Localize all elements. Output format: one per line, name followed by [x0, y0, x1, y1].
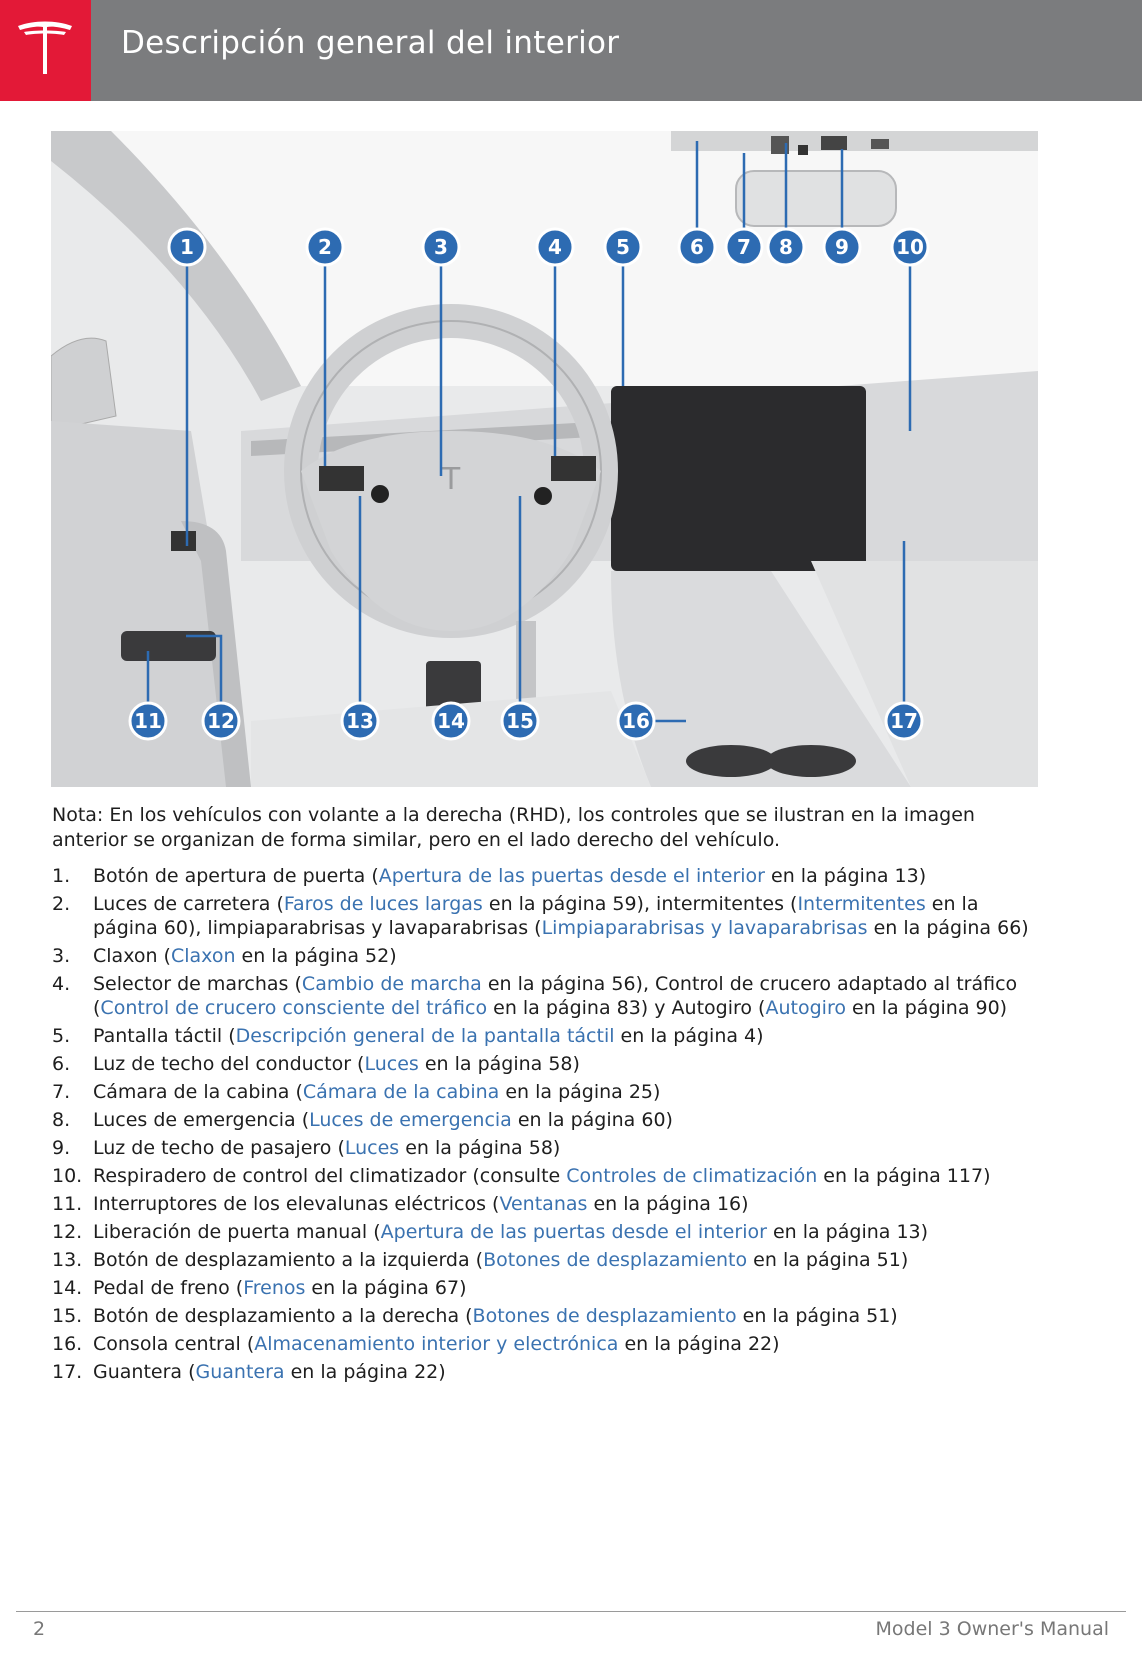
cross-reference-link[interactable]: Guantera [195, 1361, 285, 1383]
callout-marker [423, 229, 459, 265]
note [52, 803, 1042, 853]
legend-item-text: Pantalla táctil ( [93, 1025, 236, 1047]
legend-item-number: 3. [52, 945, 71, 967]
legend-item-text: en la página 51) [747, 1249, 909, 1271]
legend-item-text: Selector de marchas ( [93, 973, 302, 995]
legend-item [52, 972, 1042, 1020]
legend-item-text: en la página 13) [765, 865, 927, 887]
legend-item-text: Guantera ( [93, 1361, 196, 1383]
svg-text:T: T [441, 462, 461, 497]
callout-number: 3 [434, 235, 448, 259]
legend-item [52, 1360, 1042, 1384]
cross-reference-link[interactable]: Frenos [243, 1277, 306, 1299]
page-header [0, 0, 1142, 101]
legend-item-text: en la página 66) [867, 917, 1029, 939]
legend-item-text: en la página 22) [618, 1333, 780, 1355]
cross-reference-link[interactable]: Claxon [170, 945, 236, 967]
page-number: 2 [33, 1618, 46, 1640]
interior-illustration [51, 131, 1038, 787]
legend-item [52, 1332, 1042, 1356]
callout-number: 9 [835, 235, 849, 259]
legend-item-number: 4. [52, 973, 71, 995]
callout-number: 11 [134, 709, 162, 733]
legend-item-text: en la página 58) [399, 1137, 561, 1159]
cross-reference-link[interactable]: Autogiro [765, 997, 846, 1019]
callout-number: 5 [616, 235, 630, 259]
cross-reference-link[interactable]: Apertura de las puertas desde el interior [378, 865, 765, 887]
legend-item [52, 1220, 1042, 1244]
legend-item-text: Cámara de la cabina ( [93, 1081, 303, 1103]
legend-item [52, 864, 1042, 888]
callout-number: 14 [437, 709, 465, 733]
callout-marker [824, 229, 860, 265]
legend-item-text: Luces de carretera ( [93, 893, 284, 915]
legend-item [52, 1248, 1042, 1272]
callout-marker [892, 229, 928, 265]
callout-number: 10 [896, 235, 924, 259]
cross-reference-link[interactable]: Limpiaparabrisas y lavaparabrisas [541, 917, 868, 939]
callout-number: 17 [890, 709, 918, 733]
cross-reference-link[interactable]: Luces [364, 1053, 419, 1075]
cross-reference-link[interactable]: Apertura de las puertas desde el interior [380, 1221, 767, 1243]
cross-reference-link[interactable]: Cambio de marcha [301, 973, 482, 995]
legend-item [52, 1304, 1042, 1328]
legend-item-number: 14. [52, 1277, 83, 1299]
legend-item-text: en la página 25) [499, 1081, 661, 1103]
legend-item [52, 1192, 1042, 1216]
legend-item-text: Luces de emergencia ( [93, 1109, 310, 1131]
legend-item-number: 15. [52, 1305, 83, 1327]
legend-item-number: 13. [52, 1249, 83, 1271]
legend-item-text: Pedal de freno ( [93, 1277, 244, 1299]
cross-reference-link[interactable]: Almacenamiento interior y electrónica [254, 1333, 619, 1355]
legend-item-number: 16. [52, 1333, 83, 1355]
callout-marker [433, 703, 469, 739]
cross-reference-link[interactable]: Botones de desplazamiento [472, 1305, 737, 1327]
legend-item-text: en la página 67) [305, 1277, 467, 1299]
callout-number: 13 [346, 709, 374, 733]
legend-item-text: en la página 60), limpiaparabrisas y lavaparabrisas ( [93, 893, 979, 939]
callout-marker [768, 229, 804, 265]
cross-reference-link[interactable]: Botones de desplazamiento [483, 1249, 748, 1271]
legend-item-text: en la página 60) [511, 1109, 673, 1131]
callout-number: 1 [180, 235, 194, 259]
legend-item-number: 12. [52, 1221, 83, 1243]
callout-number: 2 [318, 235, 332, 259]
callout-number: 4 [548, 235, 562, 259]
callout-marker [605, 229, 641, 265]
callout-marker [726, 229, 762, 265]
tesla-logo-icon [0, 0, 91, 101]
legend-item-number: 2. [52, 893, 71, 915]
legend-item-text: en la página 83) y Autogiro ( [487, 997, 766, 1019]
legend-item-text: en la página 51) [736, 1305, 898, 1327]
cross-reference-link[interactable]: Luces de emergencia [309, 1109, 512, 1131]
legend-item-text: en la página 90) [845, 997, 1008, 1019]
legend-item-text: Botón de apertura de puerta ( [93, 865, 379, 887]
callout-marker [169, 229, 205, 265]
callout-number: 15 [506, 709, 534, 733]
legend-item-text: Interruptores de los elevalunas eléctricos ( [93, 1193, 500, 1215]
legend-item-number: 1. [52, 865, 71, 887]
callout-marker [203, 703, 239, 739]
cross-reference-link[interactable]: Intermitentes [797, 893, 926, 915]
legend-item-text: Botón de desplazamiento a la derecha ( [93, 1305, 473, 1327]
legend-item-text: en la página 52) [235, 945, 397, 967]
legend-item-number: 11. [52, 1193, 83, 1215]
callout-number: 6 [690, 235, 704, 259]
legend-item-text: en la página 22) [284, 1361, 446, 1383]
legend-item [52, 1108, 1042, 1132]
callout-number: 7 [737, 235, 751, 259]
legend-item-number: 5. [52, 1025, 71, 1047]
callout-marker [618, 703, 654, 739]
legend-item-text: en la página 16) [587, 1193, 749, 1215]
legend-item-number: 10. [52, 1165, 83, 1187]
legend-item [52, 1164, 1042, 1188]
callout-legend-list [52, 864, 1042, 1388]
footer-divider [16, 1611, 1126, 1612]
legend-item [52, 1136, 1042, 1160]
callout-marker [342, 703, 378, 739]
callout-marker [886, 703, 922, 739]
legend-item-text: Claxon ( [93, 945, 171, 967]
legend-item-text: Luz de techo de pasajero ( [93, 1137, 345, 1159]
legend-item [52, 1276, 1042, 1300]
legend-item [52, 892, 1042, 940]
legend-item-text: Botón de desplazamiento a la izquierda ( [93, 1249, 484, 1271]
legend-item-text: en la página 59), intermitentes ( [482, 893, 798, 915]
legend-item-text: en la página 58) [418, 1053, 580, 1075]
cross-reference-link[interactable]: Faros de luces largas [283, 893, 483, 915]
cross-reference-link[interactable]: Cámara de la cabina [302, 1081, 500, 1103]
legend-item [52, 944, 1042, 968]
cross-reference-link[interactable]: Luces [344, 1137, 400, 1159]
legend-item [52, 1052, 1042, 1076]
legend-item [52, 1024, 1042, 1048]
cross-reference-link[interactable]: Controles de climatización [566, 1165, 818, 1187]
legend-item-number: 9. [52, 1137, 71, 1159]
legend-item-number: 17. [52, 1361, 83, 1383]
cross-reference-link[interactable]: Control de crucero consciente del tráfico [100, 997, 488, 1019]
note-text: En los vehículos con volante a la derecha (RHD), los controles que se ilustran en la imagen anterior se organizan de forma similar, pero en el lado derecho del vehículo. [52, 804, 975, 851]
callout-number: 12 [207, 709, 235, 733]
legend-item-text: Luz de techo del conductor ( [93, 1053, 365, 1075]
legend-item-number: 7. [52, 1081, 71, 1103]
callout-number: 8 [779, 235, 793, 259]
note-label: Nota: [52, 804, 104, 826]
legend-item-text: en la página 56), Control de crucero adaptado al tráfico ( [93, 973, 1018, 1019]
page-title: Descripción general del interior [121, 25, 620, 61]
cross-reference-link[interactable]: Ventanas [499, 1193, 588, 1215]
callout-marker [537, 229, 573, 265]
legend-item-text: en la página 13) [766, 1221, 929, 1243]
cross-reference-link[interactable]: Descripción general de la pantalla táctil [235, 1025, 615, 1047]
legend-item-text: Respiradero de control del climatizador (consulte [93, 1165, 567, 1187]
legend-item-number: 8. [52, 1109, 71, 1131]
callout-marker [502, 703, 538, 739]
manual-title: Model 3 Owner's Manual [875, 1618, 1109, 1640]
legend-item-number: 6. [52, 1053, 71, 1075]
callout-marker [130, 703, 166, 739]
legend-item-text: en la página 4) [614, 1025, 764, 1047]
legend-item-text: en la página 117) [817, 1165, 991, 1187]
legend-item-text: Consola central ( [93, 1333, 255, 1355]
callout-marker [679, 229, 715, 265]
callout-number: 16 [622, 709, 650, 733]
legend-item-text: Liberación de puerta manual ( [93, 1221, 381, 1243]
legend-item [52, 1080, 1042, 1104]
callout-marker [307, 229, 343, 265]
